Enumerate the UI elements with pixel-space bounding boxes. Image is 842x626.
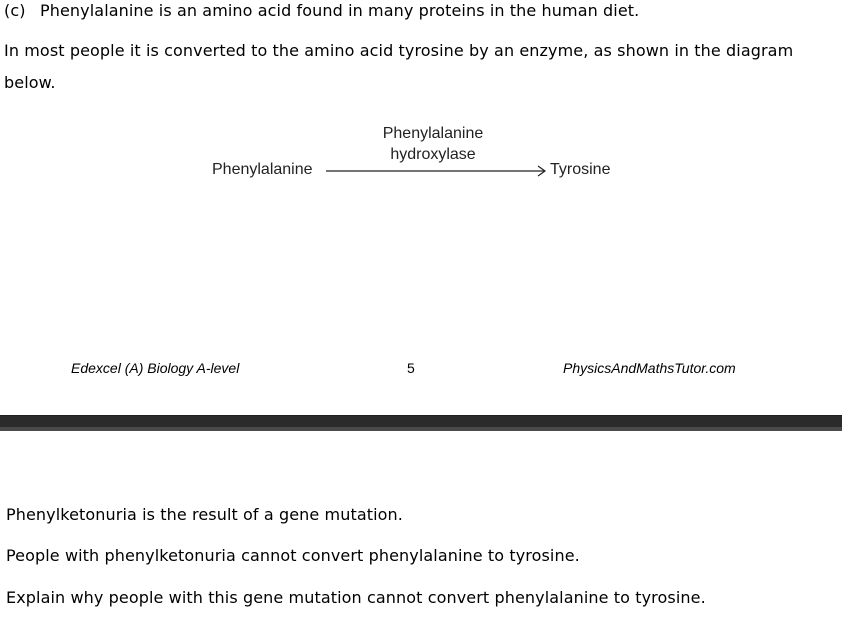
reaction-arrow-icon — [326, 164, 548, 178]
intro-text-line-2: below. — [4, 73, 56, 92]
enzyme-label-line-1: Phenylalanine — [382, 125, 484, 142]
intro-text-line-1: In most people it is converted to the amino acid tyrosine by an enzyme, as shown in the diagram — [4, 41, 794, 60]
paragraph-1: Phenylketonuria is the result of a gene mutation. — [6, 505, 403, 524]
question-part-label: (c) — [4, 1, 26, 20]
footer-website: PhysicsAndMathsTutor.com — [563, 360, 736, 376]
enzyme-label — [378, 123, 488, 165]
substrate-label: Phenylalanine — [212, 161, 313, 178]
page-divider — [0, 415, 842, 431]
footer-exam-board: Edexcel (A) Biology A-level — [71, 360, 240, 376]
question-stem-text: Phenylalanine is an amino acid found in many proteins in the human diet. — [40, 1, 640, 20]
paragraph-2: People with phenylketonuria cannot convert phenylalanine to tyrosine. — [6, 546, 580, 565]
paragraph-3: Explain why people with this gene mutation cannot convert phenylalanine to tyrosine. — [6, 588, 706, 607]
product-label: Tyrosine — [550, 161, 611, 178]
enzyme-label-line-2: hydroxylase — [390, 146, 476, 163]
footer-page-number: 5 — [407, 360, 415, 376]
question-stem — [4, 1, 639, 20]
